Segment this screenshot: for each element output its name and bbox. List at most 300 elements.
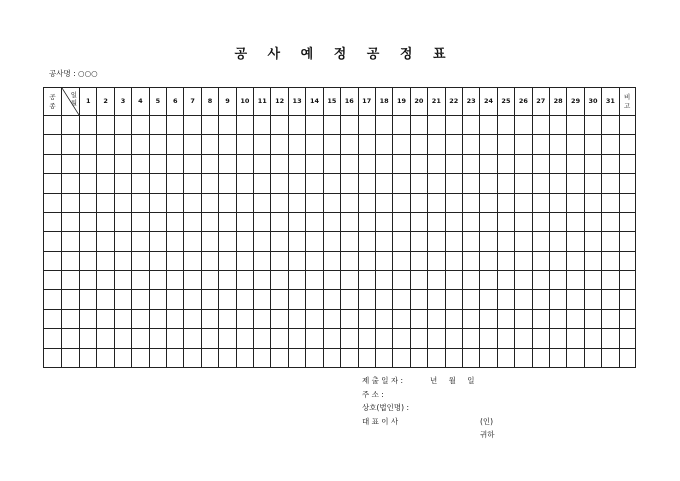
table-cell[interactable]: [236, 154, 253, 173]
table-cell[interactable]: [149, 348, 166, 367]
table-cell[interactable]: [271, 154, 288, 173]
table-cell[interactable]: [254, 135, 271, 154]
table-cell[interactable]: [375, 193, 392, 212]
table-cell[interactable]: [375, 290, 392, 309]
table-cell[interactable]: [497, 290, 514, 309]
table-cell[interactable]: [497, 154, 514, 173]
table-cell[interactable]: [288, 271, 305, 290]
table-cell[interactable]: [306, 251, 323, 270]
table-cell[interactable]: [532, 290, 549, 309]
table-cell[interactable]: [201, 116, 218, 135]
table-cell[interactable]: [358, 309, 375, 328]
table-cell[interactable]: [254, 193, 271, 212]
table-cell[interactable]: [410, 174, 427, 193]
table-cell[interactable]: [428, 251, 445, 270]
table-cell[interactable]: [236, 193, 253, 212]
table-cell[interactable]: [219, 309, 236, 328]
table-cell[interactable]: [62, 290, 80, 309]
table-cell[interactable]: [149, 116, 166, 135]
table-cell[interactable]: [114, 232, 131, 251]
table-cell[interactable]: [584, 135, 601, 154]
table-cell[interactable]: [201, 348, 218, 367]
table-cell[interactable]: [358, 193, 375, 212]
table-cell[interactable]: [80, 329, 97, 348]
table-cell[interactable]: [306, 212, 323, 231]
table-cell[interactable]: [445, 232, 462, 251]
table-cell[interactable]: [236, 329, 253, 348]
table-cell[interactable]: [306, 348, 323, 367]
table-cell[interactable]: [480, 309, 497, 328]
table-cell[interactable]: [602, 251, 619, 270]
table-cell[interactable]: [288, 212, 305, 231]
table-cell[interactable]: [410, 348, 427, 367]
table-cell[interactable]: [114, 116, 131, 135]
table-cell[interactable]: [532, 251, 549, 270]
table-cell[interactable]: [184, 116, 201, 135]
table-cell[interactable]: [602, 135, 619, 154]
table-cell[interactable]: [132, 309, 149, 328]
table-cell[interactable]: [619, 212, 635, 231]
table-cell[interactable]: [567, 116, 584, 135]
table-cell[interactable]: [428, 329, 445, 348]
table-cell[interactable]: [254, 232, 271, 251]
table-cell[interactable]: [549, 193, 566, 212]
table-cell[interactable]: [567, 329, 584, 348]
table-cell[interactable]: [619, 174, 635, 193]
table-cell[interactable]: [184, 154, 201, 173]
table-cell[interactable]: [306, 193, 323, 212]
table-cell[interactable]: [428, 193, 445, 212]
table-cell[interactable]: [602, 329, 619, 348]
table-cell[interactable]: [462, 309, 479, 328]
table-cell[interactable]: [114, 251, 131, 270]
table-cell[interactable]: [515, 193, 532, 212]
table-cell[interactable]: [549, 271, 566, 290]
table-cell[interactable]: [341, 232, 358, 251]
table-cell[interactable]: [219, 348, 236, 367]
table-cell[interactable]: [341, 309, 358, 328]
table-cell[interactable]: [97, 154, 114, 173]
table-cell[interactable]: [602, 290, 619, 309]
table-cell[interactable]: [271, 212, 288, 231]
table-cell[interactable]: [167, 309, 184, 328]
table-cell[interactable]: [149, 232, 166, 251]
table-cell[interactable]: [480, 251, 497, 270]
table-cell[interactable]: [462, 174, 479, 193]
table-cell[interactable]: [480, 329, 497, 348]
table-cell[interactable]: [254, 116, 271, 135]
table-cell[interactable]: [219, 193, 236, 212]
table-cell[interactable]: [497, 348, 514, 367]
table-cell[interactable]: [602, 154, 619, 173]
table-cell[interactable]: [358, 212, 375, 231]
table-cell[interactable]: [428, 348, 445, 367]
table-cell[interactable]: [97, 193, 114, 212]
table-cell[interactable]: [236, 271, 253, 290]
table-cell[interactable]: [445, 116, 462, 135]
table-cell[interactable]: [393, 212, 410, 231]
table-cell[interactable]: [167, 348, 184, 367]
table-cell[interactable]: [80, 116, 97, 135]
table-cell[interactable]: [132, 193, 149, 212]
table-cell[interactable]: [97, 232, 114, 251]
table-cell[interactable]: [515, 309, 532, 328]
table-cell[interactable]: [462, 232, 479, 251]
table-cell[interactable]: [375, 271, 392, 290]
table-cell[interactable]: [132, 174, 149, 193]
table-cell[interactable]: [480, 116, 497, 135]
table-cell[interactable]: [602, 116, 619, 135]
table-cell[interactable]: [375, 174, 392, 193]
table-cell[interactable]: [288, 193, 305, 212]
table-cell[interactable]: [428, 309, 445, 328]
table-cell[interactable]: [393, 251, 410, 270]
table-cell[interactable]: [201, 154, 218, 173]
table-cell[interactable]: [149, 309, 166, 328]
table-cell[interactable]: [567, 154, 584, 173]
table-cell[interactable]: [254, 290, 271, 309]
table-cell[interactable]: [323, 309, 340, 328]
table-cell[interactable]: [149, 290, 166, 309]
table-cell[interactable]: [80, 271, 97, 290]
table-cell[interactable]: [410, 212, 427, 231]
table-cell[interactable]: [254, 154, 271, 173]
table-cell[interactable]: [358, 290, 375, 309]
table-cell[interactable]: [44, 174, 62, 193]
table-cell[interactable]: [584, 212, 601, 231]
table-cell[interactable]: [602, 271, 619, 290]
table-cell[interactable]: [201, 251, 218, 270]
table-cell[interactable]: [341, 290, 358, 309]
table-cell[interactable]: [80, 309, 97, 328]
table-cell[interactable]: [236, 212, 253, 231]
table-cell[interactable]: [341, 271, 358, 290]
table-cell[interactable]: [341, 116, 358, 135]
table-cell[interactable]: [393, 348, 410, 367]
table-cell[interactable]: [410, 329, 427, 348]
table-cell[interactable]: [358, 116, 375, 135]
table-cell[interactable]: [184, 290, 201, 309]
table-cell[interactable]: [44, 135, 62, 154]
table-cell[interactable]: [515, 212, 532, 231]
table-cell[interactable]: [445, 290, 462, 309]
table-cell[interactable]: [341, 251, 358, 270]
table-cell[interactable]: [167, 193, 184, 212]
table-cell[interactable]: [201, 232, 218, 251]
table-cell[interactable]: [271, 116, 288, 135]
table-cell[interactable]: [80, 290, 97, 309]
table-cell[interactable]: [62, 348, 80, 367]
table-cell[interactable]: [323, 174, 340, 193]
table-cell[interactable]: [410, 290, 427, 309]
table-cell[interactable]: [201, 329, 218, 348]
table-cell[interactable]: [323, 212, 340, 231]
table-cell[interactable]: [462, 154, 479, 173]
table-cell[interactable]: [619, 251, 635, 270]
table-cell[interactable]: [62, 251, 80, 270]
table-cell[interactable]: [219, 135, 236, 154]
table-cell[interactable]: [358, 174, 375, 193]
table-cell[interactable]: [584, 309, 601, 328]
table-cell[interactable]: [149, 329, 166, 348]
table-cell[interactable]: [445, 309, 462, 328]
table-cell[interactable]: [236, 348, 253, 367]
table-cell[interactable]: [149, 154, 166, 173]
table-cell[interactable]: [619, 290, 635, 309]
table-cell[interactable]: [306, 309, 323, 328]
table-cell[interactable]: [236, 309, 253, 328]
table-cell[interactable]: [201, 135, 218, 154]
table-cell[interactable]: [184, 232, 201, 251]
table-cell[interactable]: [323, 193, 340, 212]
table-cell[interactable]: [236, 290, 253, 309]
table-cell[interactable]: [462, 290, 479, 309]
table-cell[interactable]: [62, 154, 80, 173]
table-cell[interactable]: [114, 290, 131, 309]
table-cell[interactable]: [114, 271, 131, 290]
table-cell[interactable]: [184, 251, 201, 270]
table-cell[interactable]: [375, 232, 392, 251]
table-cell[interactable]: [619, 329, 635, 348]
table-cell[interactable]: [219, 212, 236, 231]
table-cell[interactable]: [219, 329, 236, 348]
table-cell[interactable]: [114, 174, 131, 193]
table-cell[interactable]: [80, 232, 97, 251]
table-cell[interactable]: [236, 116, 253, 135]
table-cell[interactable]: [515, 232, 532, 251]
table-cell[interactable]: [480, 154, 497, 173]
table-cell[interactable]: [428, 290, 445, 309]
table-cell[interactable]: [271, 309, 288, 328]
table-cell[interactable]: [602, 193, 619, 212]
table-cell[interactable]: [462, 271, 479, 290]
table-cell[interactable]: [271, 348, 288, 367]
table-cell[interactable]: [515, 116, 532, 135]
table-cell[interactable]: [549, 348, 566, 367]
table-cell[interactable]: [236, 135, 253, 154]
table-cell[interactable]: [306, 290, 323, 309]
table-cell[interactable]: [515, 251, 532, 270]
table-cell[interactable]: [306, 271, 323, 290]
table-cell[interactable]: [410, 251, 427, 270]
table-cell[interactable]: [97, 309, 114, 328]
table-cell[interactable]: [132, 232, 149, 251]
table-cell[interactable]: [619, 154, 635, 173]
table-cell[interactable]: [201, 193, 218, 212]
table-cell[interactable]: [532, 232, 549, 251]
table-cell[interactable]: [428, 116, 445, 135]
table-cell[interactable]: [132, 348, 149, 367]
table-cell[interactable]: [567, 174, 584, 193]
table-cell[interactable]: [602, 348, 619, 367]
table-cell[interactable]: [462, 251, 479, 270]
table-cell[interactable]: [114, 154, 131, 173]
table-cell[interactable]: [254, 348, 271, 367]
table-cell[interactable]: [114, 348, 131, 367]
table-cell[interactable]: [167, 212, 184, 231]
table-cell[interactable]: [62, 174, 80, 193]
table-cell[interactable]: [393, 135, 410, 154]
table-cell[interactable]: [515, 174, 532, 193]
table-cell[interactable]: [480, 271, 497, 290]
table-cell[interactable]: [549, 232, 566, 251]
table-cell[interactable]: [219, 251, 236, 270]
table-cell[interactable]: [167, 329, 184, 348]
table-cell[interactable]: [515, 154, 532, 173]
table-cell[interactable]: [410, 232, 427, 251]
table-cell[interactable]: [288, 135, 305, 154]
table-cell[interactable]: [167, 154, 184, 173]
table-cell[interactable]: [80, 174, 97, 193]
table-cell[interactable]: [358, 329, 375, 348]
table-cell[interactable]: [44, 212, 62, 231]
table-cell[interactable]: [97, 251, 114, 270]
table-cell[interactable]: [62, 271, 80, 290]
table-cell[interactable]: [184, 309, 201, 328]
table-cell[interactable]: [549, 154, 566, 173]
table-cell[interactable]: [341, 212, 358, 231]
table-cell[interactable]: [341, 154, 358, 173]
table-cell[interactable]: [515, 329, 532, 348]
table-cell[interactable]: [497, 212, 514, 231]
table-cell[interactable]: [393, 193, 410, 212]
table-cell[interactable]: [97, 135, 114, 154]
table-cell[interactable]: [375, 309, 392, 328]
table-cell[interactable]: [288, 251, 305, 270]
table-cell[interactable]: [358, 251, 375, 270]
table-cell[interactable]: [254, 329, 271, 348]
table-cell[interactable]: [236, 251, 253, 270]
table-cell[interactable]: [567, 309, 584, 328]
table-cell[interactable]: [219, 116, 236, 135]
table-cell[interactable]: [184, 212, 201, 231]
table-cell[interactable]: [62, 135, 80, 154]
table-cell[interactable]: [149, 174, 166, 193]
table-cell[interactable]: [602, 232, 619, 251]
table-cell[interactable]: [80, 193, 97, 212]
table-cell[interactable]: [428, 135, 445, 154]
table-cell[interactable]: [567, 193, 584, 212]
table-cell[interactable]: [44, 348, 62, 367]
table-cell[interactable]: [97, 174, 114, 193]
table-cell[interactable]: [97, 290, 114, 309]
table-cell[interactable]: [114, 135, 131, 154]
table-cell[interactable]: [515, 348, 532, 367]
table-cell[interactable]: [375, 116, 392, 135]
table-cell[interactable]: [167, 290, 184, 309]
table-cell[interactable]: [497, 309, 514, 328]
table-cell[interactable]: [428, 232, 445, 251]
table-cell[interactable]: [288, 174, 305, 193]
table-cell[interactable]: [184, 329, 201, 348]
table-cell[interactable]: [62, 329, 80, 348]
table-cell[interactable]: [254, 271, 271, 290]
table-cell[interactable]: [445, 135, 462, 154]
table-cell[interactable]: [323, 271, 340, 290]
table-cell[interactable]: [515, 135, 532, 154]
table-cell[interactable]: [549, 329, 566, 348]
table-cell[interactable]: [567, 348, 584, 367]
table-cell[interactable]: [549, 309, 566, 328]
table-cell[interactable]: [323, 348, 340, 367]
table-cell[interactable]: [288, 116, 305, 135]
table-cell[interactable]: [167, 116, 184, 135]
table-cell[interactable]: [62, 309, 80, 328]
table-cell[interactable]: [532, 193, 549, 212]
table-cell[interactable]: [410, 193, 427, 212]
table-cell[interactable]: [201, 174, 218, 193]
table-cell[interactable]: [567, 135, 584, 154]
table-cell[interactable]: [375, 154, 392, 173]
table-cell[interactable]: [410, 135, 427, 154]
table-cell[interactable]: [567, 271, 584, 290]
table-cell[interactable]: [323, 329, 340, 348]
table-cell[interactable]: [584, 193, 601, 212]
table-cell[interactable]: [462, 212, 479, 231]
table-cell[interactable]: [462, 329, 479, 348]
table-cell[interactable]: [219, 290, 236, 309]
table-cell[interactable]: [619, 309, 635, 328]
table-cell[interactable]: [375, 251, 392, 270]
table-cell[interactable]: [393, 116, 410, 135]
table-cell[interactable]: [271, 174, 288, 193]
table-cell[interactable]: [219, 232, 236, 251]
table-cell[interactable]: [532, 348, 549, 367]
table-cell[interactable]: [306, 329, 323, 348]
table-cell[interactable]: [497, 232, 514, 251]
table-cell[interactable]: [184, 135, 201, 154]
table-cell[interactable]: [167, 174, 184, 193]
table-cell[interactable]: [532, 135, 549, 154]
table-cell[interactable]: [393, 232, 410, 251]
table-cell[interactable]: [80, 348, 97, 367]
table-cell[interactable]: [97, 212, 114, 231]
table-cell[interactable]: [445, 348, 462, 367]
table-cell[interactable]: [532, 116, 549, 135]
table-cell[interactable]: [132, 212, 149, 231]
table-cell[interactable]: [532, 154, 549, 173]
table-cell[interactable]: [445, 271, 462, 290]
table-cell[interactable]: [271, 329, 288, 348]
table-cell[interactable]: [358, 232, 375, 251]
table-cell[interactable]: [445, 193, 462, 212]
table-cell[interactable]: [602, 212, 619, 231]
table-cell[interactable]: [44, 271, 62, 290]
table-cell[interactable]: [584, 290, 601, 309]
table-cell[interactable]: [254, 251, 271, 270]
table-cell[interactable]: [201, 290, 218, 309]
table-cell[interactable]: [184, 271, 201, 290]
table-cell[interactable]: [114, 212, 131, 231]
table-cell[interactable]: [254, 212, 271, 231]
table-cell[interactable]: [254, 309, 271, 328]
table-cell[interactable]: [584, 116, 601, 135]
table-cell[interactable]: [480, 348, 497, 367]
table-cell[interactable]: [445, 212, 462, 231]
table-cell[interactable]: [323, 251, 340, 270]
table-cell[interactable]: [271, 290, 288, 309]
table-cell[interactable]: [114, 329, 131, 348]
table-cell[interactable]: [393, 329, 410, 348]
table-cell[interactable]: [462, 193, 479, 212]
table-cell[interactable]: [410, 116, 427, 135]
table-cell[interactable]: [480, 174, 497, 193]
table-cell[interactable]: [497, 135, 514, 154]
table-cell[interactable]: [62, 212, 80, 231]
table-cell[interactable]: [288, 232, 305, 251]
table-cell[interactable]: [619, 135, 635, 154]
table-cell[interactable]: [323, 135, 340, 154]
